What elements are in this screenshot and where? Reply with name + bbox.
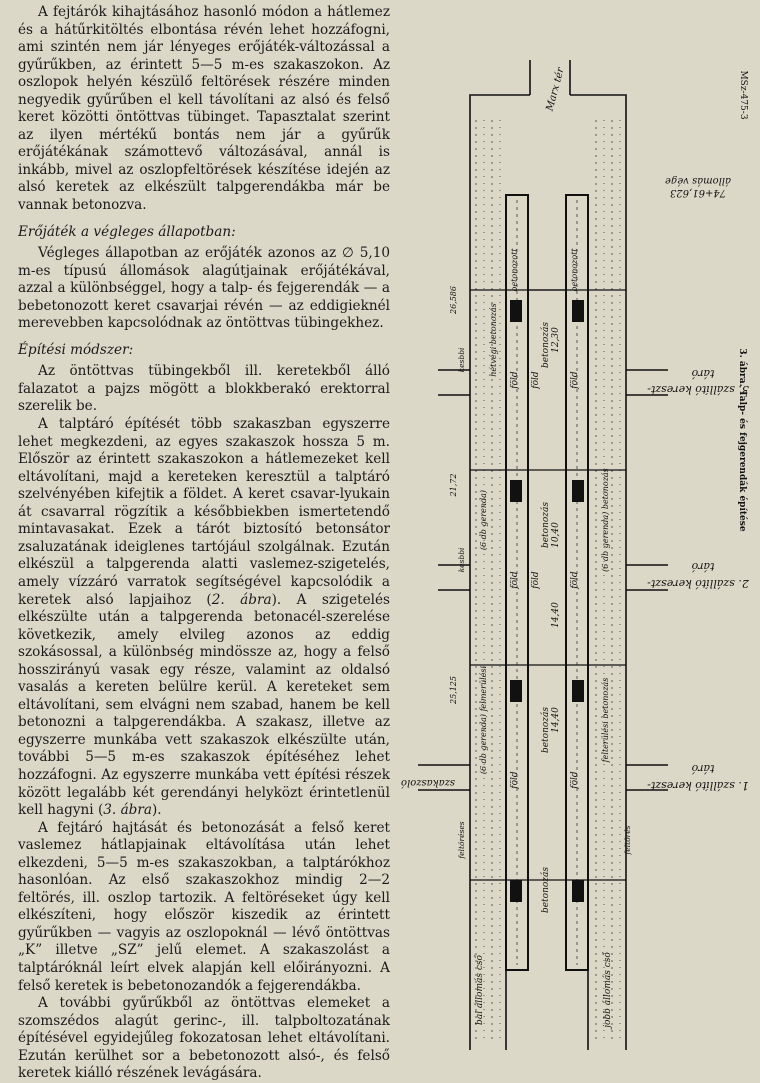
figure-code: MSz-475-3	[738, 70, 748, 120]
top-left-shoulder	[470, 95, 530, 100]
fold-label-6: föld	[570, 571, 580, 589]
fold-label-8: föld	[570, 771, 580, 789]
szakaszolo-label: szakaszoló	[400, 777, 456, 788]
betonozas-label-2: betonozás	[541, 501, 551, 549]
article-text	[18, 4, 390, 1083]
fold-label-3: föld	[570, 371, 580, 389]
marker-blocks	[510, 300, 584, 902]
dim-4: 14,40	[551, 707, 561, 733]
betonozas-label-4: betonozás	[541, 866, 551, 914]
paragraph-4-part-b: ). A szigetelés elkészülte után a talpgerenda betonacél-szerelése következik, amely elvileg azonos az eddig szokásossal, a különbség mindössze az, hogy a felső hosszirányú vasak egy része, valamint az oldalsó vasalás a kereten belülre kerül. A kereteket sem eltávolítani, sem elvágni nem szabad, hanem be kell betonozni a talpgerendákba. A szakasz, illetve az egyszerre munkába vett szakaszok elkészülte után, további 5—5 m-es szakaszok építéséhez lehet hozzáfogni. Az egyszerre munkába vett építési részek között legalább két gerendányi helyközt érintetlenül kell hagyni (	[18, 591, 390, 819]
betonozott-label-2: betonozott	[570, 248, 579, 292]
left-dim-2: 21,72	[449, 473, 458, 497]
left-dim-3: 25,125	[449, 676, 458, 704]
fold-label-4: föld	[510, 571, 520, 589]
figure-caption: 3. ábra. Talp- és fejgerendák építése	[737, 348, 747, 532]
cross3-label-b: táró	[691, 367, 715, 380]
bottom-tunnel	[506, 970, 588, 1050]
fold-label-2: föld	[531, 371, 541, 389]
paragraph-4-part-c: ).	[151, 802, 162, 819]
left-station-pipe-label: bal állomás cső	[475, 955, 485, 1025]
fold-label-5: föld	[531, 571, 541, 589]
dim-3: 14,40	[551, 602, 561, 628]
top-right-shoulder	[570, 95, 626, 100]
paragraph-4-part-a: A talptáró építését több szakaszban egyszerre lehet megkezdeni, az egyes szakaszok hossza 5 m. Először az érintett szakaszokon a hátlemezeket kell eltávolítani, majd a kereteken keresztül a talptáró szelvényében kifejtik a földet. A keret csavar-lyukain át csavarral rögzítik a későbbiekben ismertetendő mintavasakat. Ezek a tárót biztosító betonsátor zsaluzatának ideiglenes tartójául szolgálnak. Ezután elkészül a talpgerenda alatti vaslemez-szigetelés, amely vízzáró varratok segítségével kapcsolódik a keretek alsó lapjaihoz (	[18, 416, 390, 608]
dim-2: 10,40	[551, 522, 561, 548]
heading-construction-method: Építési módszer:	[18, 341, 134, 358]
cross1-label-b: táró	[691, 762, 715, 775]
section-dividers	[470, 290, 626, 880]
fold-label-1: föld	[510, 371, 520, 389]
construction-diagram	[398, 0, 760, 1063]
cross2-label-b: táró	[691, 560, 715, 573]
paragraph-2: Végleges állapotban az erőjáték azonos az ∅ 5,10 m-es típusú állomások alagútjainak erőjátékával, azzal a különbséggel, hogy a talp- és fejgerendák — a bebetonozott keret csavarjai révén — az eddigieknél merevebben kapcsolódnak az öntöttvas tübingekhez.	[18, 245, 390, 332]
betonozas-label-1: betonozás	[541, 321, 551, 369]
marx-label: Marx tér	[544, 66, 567, 113]
zone-label-5: felterülési betonozás	[601, 677, 610, 763]
side-note-1: kesbbi	[457, 347, 466, 373]
cross2-label: 2. szállító kereszt-	[647, 577, 749, 590]
zone-label-2: (6 db gerenda)	[479, 489, 488, 551]
station-end-number: 74+61,623	[669, 187, 727, 198]
left-dim-1: 26,586	[449, 286, 458, 314]
betonozott-label-1: betonozott	[510, 248, 519, 292]
zone-label-3: (6 db gerenda) felmerülési	[479, 665, 488, 775]
betonozas-label-3: betonozás	[541, 706, 551, 754]
right-station-pipe-label: jobb állomás cső	[603, 952, 613, 1028]
paragraph-3: Az öntöttvas tübingekből ill. keretekből álló falazatot a pajzs mögött a blokkberakó erektorral szerelik be.	[18, 363, 390, 415]
cross1-label: 1. szállító kereszt-	[647, 779, 749, 792]
heading-final-state: Erőjáték a végleges állapotban:	[18, 223, 236, 240]
zone-label-4: (6 db gerenda) betonozás	[601, 468, 610, 572]
figure-reference-2: 2. ábra	[211, 591, 272, 608]
side-note-4: feltörés	[623, 825, 632, 855]
paragraph-5: A fejtáró hajtását és betonozását a felső keret vaslemez hátlapjainak eltávolítása után lehet elkezdeni, 5—5 m-es szakaszokban, a talptárókhoz hasonlóan. Az első szakaszokhoz mindig 2—2 feltörés, ill. oszlop tartozik. A feltöréseket úgy kell elkészíteni, hogy először kiszedik az érintett gyűrűkben — vagyis az oszlopoknál — lévő öntöttvas „K” illetve „SZ” jelű elemet. A szakaszolást a talptáróknál leírt elvek alapján kell előirányozni. A felső keretek is bebetonozandók a fejgerendákba.	[18, 819, 390, 994]
cross3-label: 3. szállító kereszt-	[647, 383, 749, 396]
side-note-2: kesbbi	[457, 547, 466, 573]
figure-reference-3: 3. ábra	[103, 802, 152, 819]
paragraph-6: A további gyűrűkből az öntöttvas elemeket a szomszédos alagút gerinc-, ill. talpboltozatának építésével egyidejűleg fokozatosan lehet eltávolítani. Ezután kerülhet sor a bebetonozott alsó-, és felső keretek kiálló részének levágására.	[18, 995, 390, 1082]
side-note-3: feltöréses	[457, 821, 466, 859]
dim-1: 12,30	[551, 327, 561, 353]
station-end-label: állomás vége	[664, 175, 732, 186]
zone-label-1: hétvégi betonozás	[489, 303, 498, 377]
fold-label-7: föld	[510, 771, 520, 789]
paragraph-1: A fejtárók kihajtásához hasonló módon a hátlemez és a hátűrkitöltés elbontása révén lehet hozzáfogni, ami szintén nem jár lényeges erőjáték-változással a gyűrűkben, az érintett 5—5 m-es szakaszokon. Az oszlopok helyén készülő feltörések részére minden negyedik gyűrűben el kell távolítani az alsó és felső keret közötti öntöttvas tübinget. Tapasztalat szerint az ilyen mértékű bontás nem jár a gyűrűk erőjátékának számottevő változásával, annál is inkább, mivel az oszlopfeltörések készítése idején az alsó keretek az elkészült talpgerendákba már be vannak betonozva.	[18, 4, 390, 214]
paragraph-4	[18, 416, 390, 820]
